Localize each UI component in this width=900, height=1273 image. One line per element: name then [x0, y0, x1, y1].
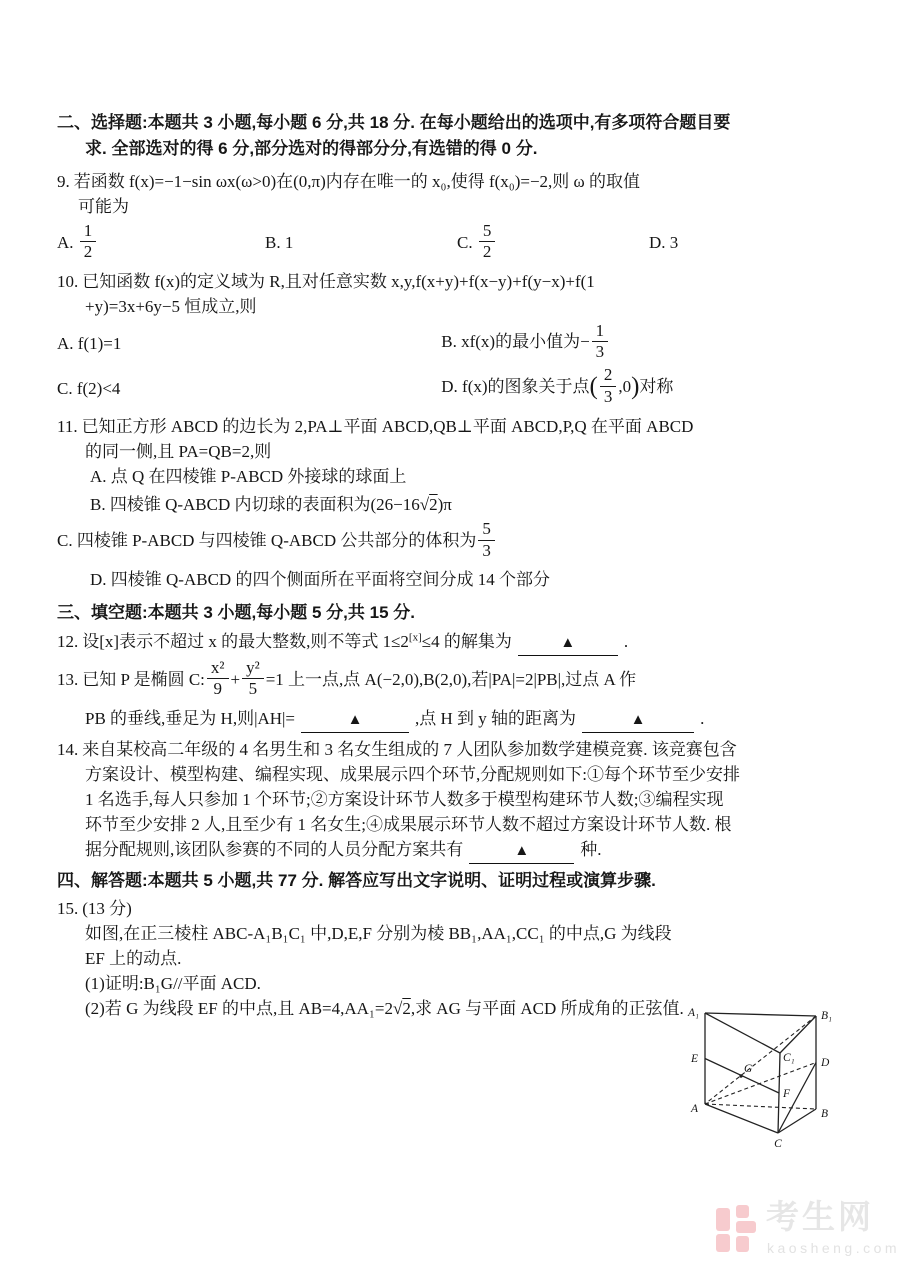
q13-text: 已知 P 是椭圆 C:	[82, 669, 205, 689]
radical-sign: √	[392, 998, 403, 1018]
vertex-label-g: G	[744, 1063, 753, 1075]
big-paren-open: (	[589, 372, 598, 400]
q9-option-b: B. 1	[265, 232, 294, 252]
section-choice-header	[57, 110, 857, 136]
q11-option-a: A. 点 Q 在四棱锥 P-ABCD 外接球的球面上	[90, 467, 407, 487]
fraction-numerator: 5	[478, 520, 495, 540]
vertex-label-d: D	[821, 1057, 830, 1069]
vertex-label-b: B	[821, 1108, 829, 1120]
q10-option-d-mid: ,0	[618, 377, 632, 397]
radicand: 2	[429, 495, 438, 515]
q11-option-c-text: C. 四棱锥 P-ABCD 与四棱锥 Q-ABCD 公共部分的体积为	[57, 530, 477, 550]
vertex-label-f: F	[783, 1088, 791, 1100]
q12-text-mid: ≤4 的解集为	[421, 631, 512, 651]
vertex-label-b1: B₁	[821, 1010, 833, 1022]
question-10	[57, 269, 857, 408]
section-choice-line1: 二、选择题:本题共 3 小题,每小题 6 分,共 18 分. 在每小题给出的选项中,有多项符合题目要	[57, 113, 731, 132]
question-13	[57, 657, 857, 733]
q14-line3: 1 名选手,每人只参加 1 个环节;②方案设计环节人数多于模型构建环节人数;③编程实现	[85, 789, 724, 809]
section-answer-header: 四、解答题:本题共 5 小题,共 77 分. 解答应写出文字说明、证明过程或演算步骤.	[57, 870, 656, 890]
q10-number: 10.	[57, 271, 79, 291]
prism-figure	[653, 1000, 843, 1155]
fraction-denominator: 3	[603, 386, 613, 406]
fraction-denominator: 2	[83, 242, 93, 262]
answer-blank: ▲	[518, 635, 618, 656]
q15-part2-post: ,求 AG 与平面 ACD 所成角的正弦值.	[410, 998, 684, 1018]
q9-option-d: D. 3	[649, 232, 679, 252]
q11-option-b	[90, 492, 857, 517]
q10-option-d-text: D. f(x)的图象关于点	[441, 377, 590, 397]
q11-text-line1: 已知正方形 ABCD 的边长为 2,PA⊥平面 ABCD,QB⊥平面 ABCD,P,Q 在平面 ABCD	[81, 417, 694, 437]
q14-line2: 方案设计、模型构建、编程实现、成果展示四个环节,分配规则如下:①每个环节至少安排	[85, 764, 740, 784]
q10-option-b-fraction	[592, 322, 609, 362]
q14-line5-end: 种.	[580, 839, 602, 859]
q12-period: .	[623, 631, 629, 651]
big-paren-close: )	[631, 372, 640, 400]
kaosheng-logo-icon	[716, 1205, 760, 1255]
point-g-dot	[739, 1074, 742, 1077]
fraction-denominator: 3	[595, 342, 605, 362]
q10-option-b	[437, 320, 610, 362]
question-12	[57, 629, 857, 656]
edge-a1c1	[705, 1013, 780, 1053]
q9-option-a-label: A.	[57, 232, 74, 252]
radicand: 2	[402, 998, 411, 1018]
q14-line4: 环节至少安排 2 人,且至少有 1 名女生;④成果展示环节人数不超过方案设计环节人数. 根	[85, 814, 732, 834]
exam-content	[57, 110, 857, 1021]
edge-a1b1	[705, 1013, 816, 1016]
q13-text-post: =1 上一点,点 A(−2,0),B(2,0),若|PA|=2|PB|,过点 A 作	[265, 669, 637, 689]
q15-part1: (1)证明:B₁G//平面 ACD.	[85, 973, 261, 993]
fraction-denominator: 3	[482, 540, 491, 560]
vertex-label-c: C	[774, 1138, 782, 1150]
vertex-label-e: E	[690, 1053, 698, 1065]
q11-option-d: D. 四棱锥 Q-ABCD 的四个侧面所在平面将空间分成 14 个部分	[90, 569, 550, 589]
q13-number: 13.	[57, 669, 79, 689]
answer-blank: ▲	[301, 712, 409, 733]
fraction-numerator: 1	[592, 322, 609, 342]
question-14	[57, 737, 857, 864]
q9-option-c	[457, 221, 649, 264]
q12-text: 设[x]表示不超过 x 的最大整数,则不等式 1≤2	[82, 631, 409, 651]
q15-line2: EF 上的动点.	[85, 948, 182, 968]
q11-text-line2: 的同一侧,且 PA=QB=2,则	[85, 442, 272, 462]
kaosheng-brand-text: 考生网	[766, 1198, 874, 1235]
q9-options	[57, 221, 857, 264]
q15-number: 15.	[57, 898, 79, 918]
q10-option-d-post: 对称	[639, 377, 674, 397]
q10-option-d-fraction	[600, 366, 617, 406]
q11-option-c-fraction	[478, 520, 495, 560]
q14-number: 14.	[57, 739, 79, 759]
q14-line1: 来自某校高二年级的 4 名男生和 3 名女生组成的 7 人团队参加数学建模竞赛. 该竞赛包含	[82, 739, 737, 759]
q13-fraction-1	[207, 659, 229, 699]
fraction-numerator: x²	[207, 659, 229, 679]
q11-option-c	[57, 519, 857, 562]
q10-option-d	[437, 365, 674, 406]
answer-blank: ▲	[469, 843, 574, 864]
q10-text-line2: +y)=3x+6y−5 恒成立,则	[85, 296, 257, 316]
edge-ac	[705, 1104, 778, 1133]
q9-text-line1: 若函数 f(x)=−1−sin ωx(ω>0)在(0,π)内存在唯一的 x₀,使得 f(x₀)=−2,则 ω 的取值	[73, 172, 640, 191]
q14-line5-text: 据分配规则,该团队参赛的不同的人员分配方案共有	[85, 839, 464, 859]
fraction-numerator: 1	[80, 222, 97, 242]
q13-fraction-2	[242, 659, 264, 699]
edge-b1c1	[780, 1016, 816, 1053]
edge-cb	[778, 1109, 816, 1133]
q9-option-c-fraction	[479, 222, 496, 262]
q11-option-b-text: B. 四棱锥 Q-ABCD 内切球的表面积为(26−16	[90, 495, 420, 515]
fraction-denominator: 2	[482, 242, 492, 262]
q13-line2-mid: ,点 H 到 y 轴的距离为	[415, 708, 577, 728]
q9-option-a-fraction	[80, 222, 97, 262]
question-9	[57, 169, 857, 264]
radical-sign: √	[419, 495, 430, 515]
plus-sign: +	[230, 669, 241, 689]
section-fill-header: 三、填空题:本题共 3 小题,每小题 5 分,共 15 分.	[57, 602, 415, 622]
q10-option-a: A. f(1)=1	[57, 334, 122, 354]
edge-ab-hidden	[705, 1104, 816, 1109]
q10-option-c: C. f(2)<4	[57, 378, 121, 398]
q9-number: 9.	[57, 172, 70, 191]
q9-option-a	[57, 221, 265, 264]
vertex-label-a1: A₁	[687, 1007, 699, 1019]
q9-text-line2: 可能为	[78, 197, 129, 216]
fraction-numerator: 2	[600, 366, 617, 386]
q9-option-c-label: C.	[457, 232, 473, 252]
q15-score: (13 分)	[82, 898, 132, 918]
q12-exponent: [x]	[408, 631, 422, 644]
q10-text-line1: 已知函数 f(x)的定义域为 R,且对任意实数 x,y,f(x+y)+f(x−y)+f(y−x)+f(1	[82, 271, 595, 291]
fraction-denominator: 9	[213, 679, 222, 699]
segment-b1g-a	[705, 1016, 816, 1104]
q15-line1: 如图,在正三棱柱 ABC-A₁B₁C₁ 中,D,E,F 分别为棱 BB₁,AA₁,CC₁ 的中点,G 为线段	[85, 923, 672, 943]
section-choice-line2: 求. 全部选对的得 6 分,部分选对的得部分分,有选错的得 0 分.	[85, 139, 538, 158]
q10-options-row1	[57, 320, 857, 364]
fraction-numerator: y²	[242, 659, 264, 679]
q13-line2-text: PB 的垂线,垂足为 H,则|AH|=	[85, 708, 296, 728]
vertex-label-c1: C₁	[783, 1052, 795, 1064]
fraction-denominator: 5	[248, 679, 258, 699]
q10-options-row2	[57, 365, 857, 408]
q13-period: .	[700, 708, 705, 728]
q15-part2-text: (2)若 G 为线段 EF 的中点,且 AB=4,AA₁=2	[85, 998, 393, 1018]
answer-blank: ▲	[582, 712, 694, 733]
kaosheng-site-text: kaosheng.com	[767, 1240, 900, 1256]
q10-option-b-text: B. xf(x)的最小值为−	[441, 332, 590, 352]
section-choice-header-cont	[57, 136, 857, 162]
fraction-numerator: 5	[479, 222, 496, 242]
segment-ad-hidden	[705, 1063, 816, 1105]
q12-number: 12.	[57, 631, 79, 651]
q11-option-b-post: )π	[437, 495, 452, 515]
question-11	[57, 414, 857, 592]
q11-number: 11.	[57, 417, 78, 437]
vertex-label-a: A	[690, 1103, 698, 1115]
